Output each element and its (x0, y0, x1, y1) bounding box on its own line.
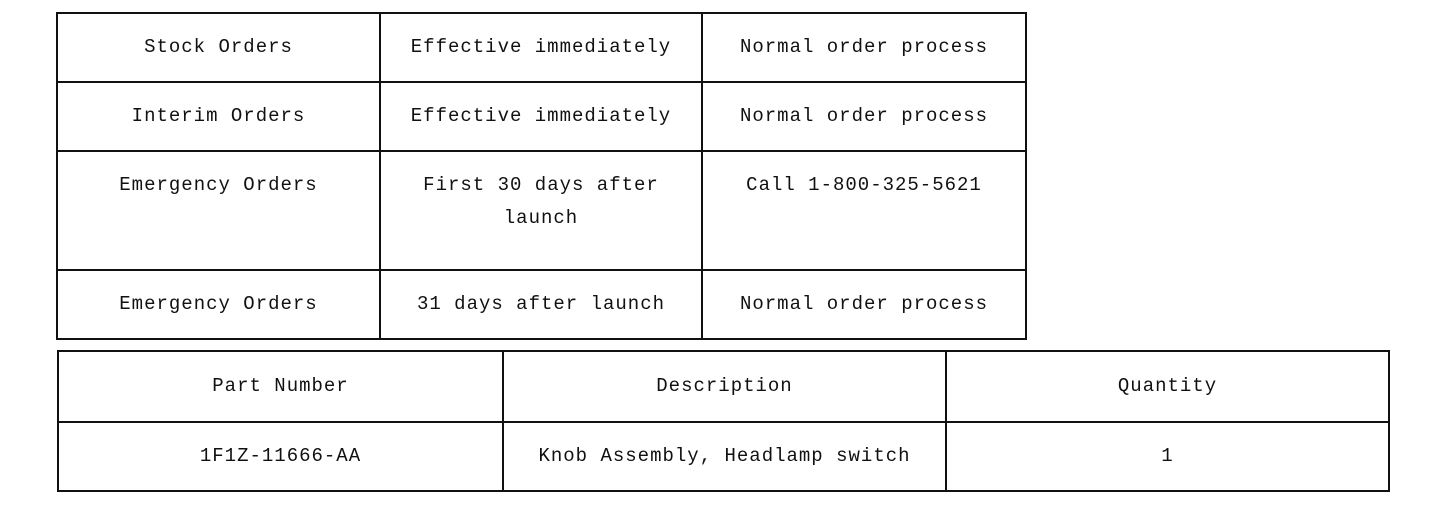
order-process-cell: Normal order process (702, 270, 1026, 339)
order-process-cell: Call 1-800-325-5621 (702, 151, 1026, 270)
description-header: Description (503, 351, 946, 422)
quantity-header: Quantity (946, 351, 1389, 422)
order-type-cell: Stock Orders (57, 13, 380, 82)
part-number-cell: 1F1Z-11666-AA (58, 422, 503, 491)
order-type-cell: Interim Orders (57, 82, 380, 151)
table-row (57, 270, 1026, 339)
quantity-cell: 1 (946, 422, 1389, 491)
table-row (57, 82, 1026, 151)
table-header-row (58, 351, 1389, 422)
table-row (58, 422, 1389, 491)
order-timing-cell: 31 days after launch (380, 270, 702, 339)
order-timing-cell: Effective immediately (380, 13, 702, 82)
order-type-cell: Emergency Orders (57, 151, 380, 270)
part-number-header: Part Number (58, 351, 503, 422)
order-type-cell: Emergency Orders (57, 270, 380, 339)
order-process-cell: Normal order process (702, 13, 1026, 82)
order-process-cell: Normal order process (702, 82, 1026, 151)
table-row (57, 13, 1026, 82)
order-timing-cell: Effective immediately (380, 82, 702, 151)
description-cell: Knob Assembly, Headlamp switch (503, 422, 946, 491)
order-timing-cell: First 30 days after launch (380, 151, 702, 270)
parts-table (57, 350, 1390, 492)
order-process-table (56, 12, 1027, 340)
table-row (57, 151, 1026, 270)
